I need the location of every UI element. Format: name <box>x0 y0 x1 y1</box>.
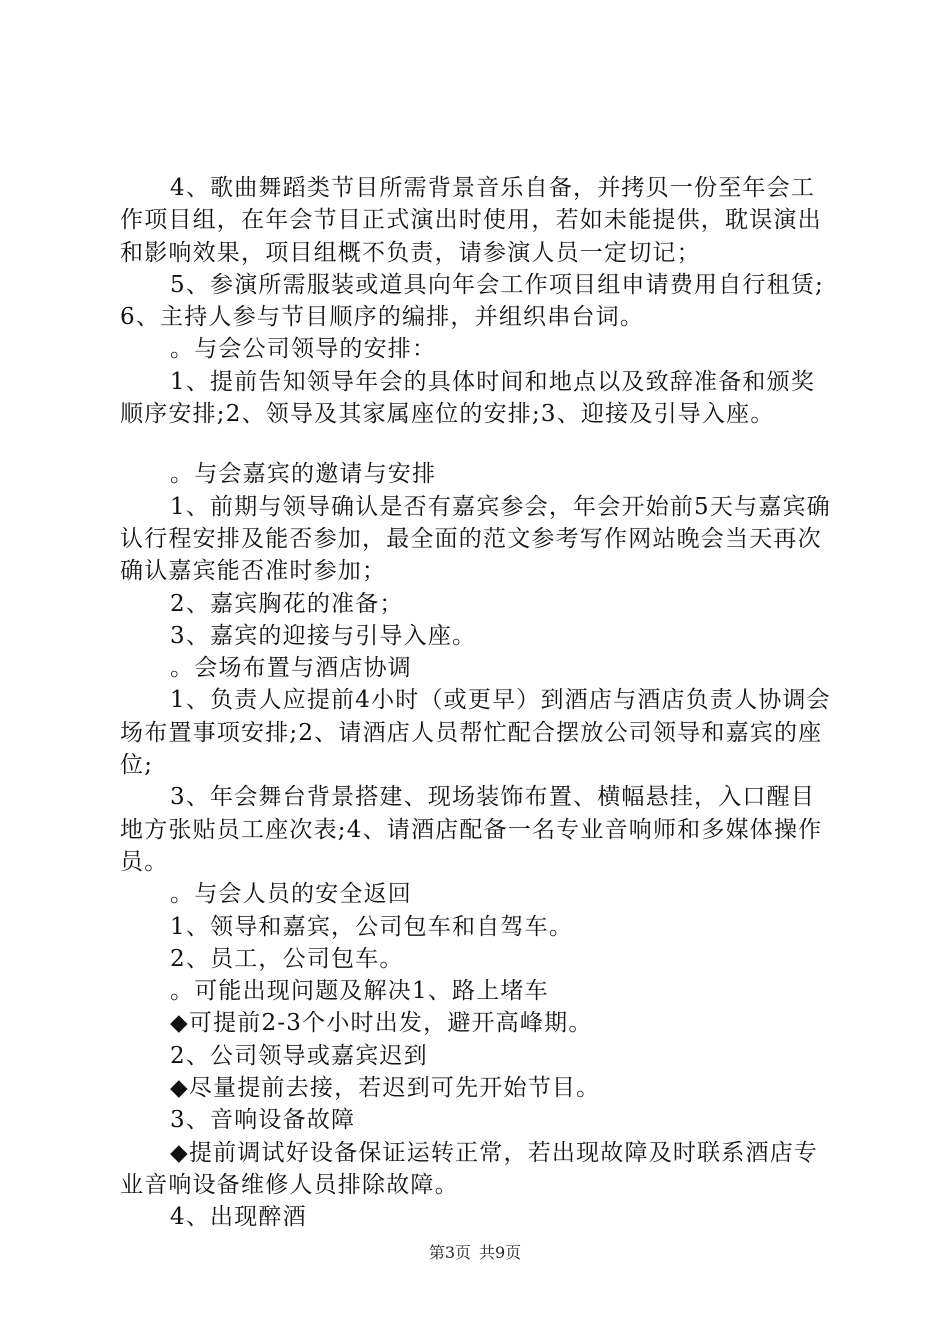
section-heading-safe-return: 。与会人员的安全返回 <box>170 881 412 908</box>
paragraph-issue-audio-solution: ◆提前调试好设备保证运转正常，若出现故障及时联系酒店专业音响设备维修人员排除故障。 <box>120 1139 819 1198</box>
paragraph-music-backing: 4、歌曲舞蹈类节目所需背景音乐自备，并拷贝一份至年会工作项目组，在年会节目正式演出时使用，若如未能提供，耽误演出和影响效果，项目组概不负责，请参演人员一定切记； <box>120 175 822 266</box>
paragraph-return-staff: 2、员工，公司包车。 <box>170 945 404 972</box>
paragraph-venue-coordination: 1、负责人应提前4小时（或更早）到酒店与酒店负责人协调会场布置事项安排;2、请酒店人员帮忙配合摆放公司领导和嘉宾的座位; <box>120 687 831 779</box>
page-footer <box>0 1242 950 1264</box>
section-heading-venue: 。会场布置与酒店协调 <box>170 655 412 682</box>
paragraph-guest-corsage: 2、嘉宾胸花的准备； <box>170 590 404 617</box>
paragraph-stage-setup: 3、年会舞台背景搭建、现场装饰布置、横幅悬挂，入口醒目地方张贴员工座次表;4、请酒店配备一名专业音响师和多媒体操作员。 <box>120 784 823 875</box>
section-heading-guests: 。与会嘉宾的邀请与安排 <box>170 461 437 488</box>
section-heading-leaders: 。与会公司领导的安排： <box>170 336 437 363</box>
paragraph-return-leaders: 1、领导和嘉宾，公司包车和自驾车。 <box>170 913 574 940</box>
paragraph-leader-arrangements: 1、提前告知领导年会的具体时间和地点以及致辞准备和颁奖顺序安排;2、领导及其家属座位的安排;3、迎接及引导入座。 <box>120 368 816 428</box>
paragraph-guest-welcome: 3、嘉宾的迎接与引导入座。 <box>170 622 477 649</box>
paragraph-issue-traffic-solution: ◆可提前2-3个小时出发，避开高峰期。 <box>170 1010 593 1037</box>
page-number: 第3页 <box>428 1243 471 1262</box>
section-heading-issues: 。可能出现问题及解决1、路上堵车 <box>170 978 549 1005</box>
paragraph-issue-late-solution: ◆尽量提前去接，若迟到可先开始节目。 <box>170 1075 601 1102</box>
paragraph-costumes-host: 5、参演所需服装或道具向年会工作项目组申请费用自行租赁;6、主持人参与节目顺序的编排，并组织串台词。 <box>120 271 824 331</box>
page-total: 共9页 <box>479 1243 522 1262</box>
paragraph-issue-audio: 3、音响设备故障 <box>170 1107 356 1134</box>
paragraph-issue-late: 2、公司领导或嘉宾迟到 <box>170 1042 428 1069</box>
paragraph-guest-confirmation: 1、前期与领导确认是否有嘉宾参会，年会开始前5天与嘉宾确认行程安排及能否参加，最全面的范文参考写作网站晚会当天再次确认嘉宾能否准时参加； <box>120 493 831 585</box>
document-body <box>120 172 835 1234</box>
paragraph-issue-drunk: 4、出现醉酒 <box>170 1204 307 1231</box>
